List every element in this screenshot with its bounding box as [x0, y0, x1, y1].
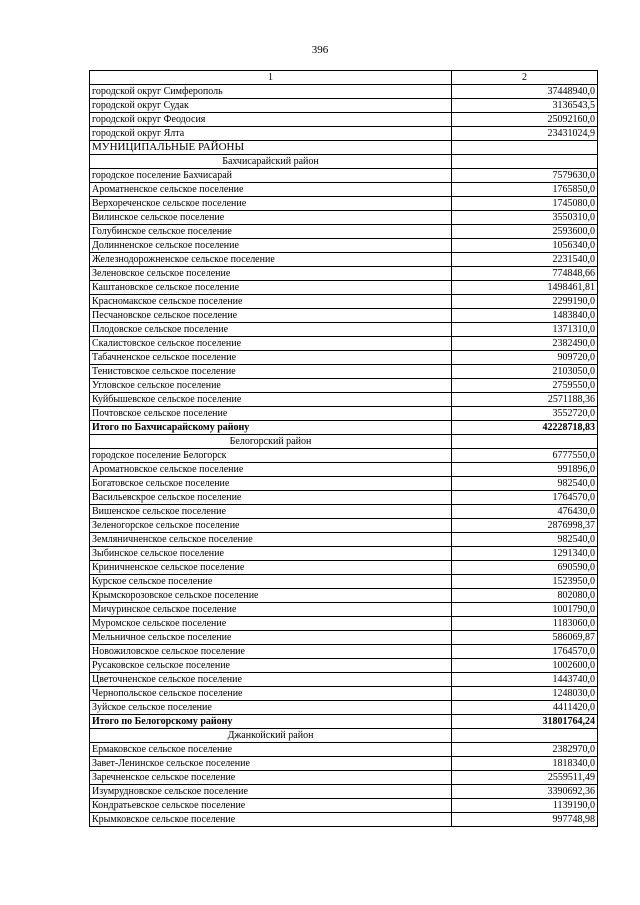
municipality-name: Ермаковское сельское поселение	[90, 743, 452, 757]
table-row	[90, 589, 598, 603]
amount-cell: 23431024,9	[452, 127, 598, 141]
municipality-name: Зыбинское сельское поселение	[90, 547, 452, 561]
amount-cell	[452, 435, 598, 449]
municipality-name: городской округ Феодосия	[90, 113, 452, 127]
amount-cell: 1818340,0	[452, 757, 598, 771]
amount-cell: 2103050,0	[452, 365, 598, 379]
municipality-name: Красномакское сельское поселение	[90, 295, 452, 309]
table-row	[90, 477, 598, 491]
amount-cell: 1764570,0	[452, 645, 598, 659]
district-total-row	[90, 715, 598, 729]
amount-cell: 1523950,0	[452, 575, 598, 589]
table-row	[90, 99, 598, 113]
table-row	[90, 239, 598, 253]
table-row	[90, 533, 598, 547]
amount-cell: 2382970,0	[452, 743, 598, 757]
municipality-name: Тенистовское сельское поселение	[90, 365, 452, 379]
table-row	[90, 407, 598, 421]
municipality-name: Русаковское сельское поселение	[90, 659, 452, 673]
amount-cell: 1291340,0	[452, 547, 598, 561]
municipality-name: Чернопольское сельское поселение	[90, 687, 452, 701]
amount-cell: 2382490,0	[452, 337, 598, 351]
municipality-name: Заречненское сельское поселение	[90, 771, 452, 785]
municipality-name: Ароматновское сельское поселение	[90, 463, 452, 477]
table-row	[90, 505, 598, 519]
district-name: Белогорский район	[90, 435, 452, 449]
amount-cell: 2559511,49	[452, 771, 598, 785]
district-total-row	[90, 421, 598, 435]
amount-cell: 982540,0	[452, 533, 598, 547]
amount-cell: 909720,0	[452, 351, 598, 365]
table-row	[90, 393, 598, 407]
municipality-name: МУНИЦИПАЛЬНЫЕ РАЙОНЫ	[90, 141, 452, 155]
municipality-name: городское поселение Белогорск	[90, 449, 452, 463]
page-number: 396	[311, 44, 329, 56]
municipality-name: Васильевскроe сельское поселение	[90, 491, 452, 505]
table-row	[90, 603, 598, 617]
amount-cell: 7579630,0	[452, 169, 598, 183]
amount-cell: 37448940,0	[452, 85, 598, 99]
municipality-name: Муромское сельское поселение	[90, 617, 452, 631]
table-row	[90, 379, 598, 393]
municipality-name: городской округ Ялта	[90, 127, 452, 141]
amount-cell: 1483840,0	[452, 309, 598, 323]
municipality-name: Мельничное сельское поселение	[90, 631, 452, 645]
section-heading-row	[90, 141, 598, 155]
table-row	[90, 197, 598, 211]
table-row	[90, 365, 598, 379]
municipality-name: Кондратьевское сельское поселение	[90, 799, 452, 813]
table-row	[90, 225, 598, 239]
table-row	[90, 281, 598, 295]
municipality-name: Зуйское сельское поселение	[90, 701, 452, 715]
municipality-name: Ароматненское сельское поселение	[90, 183, 452, 197]
table-header-row	[90, 71, 598, 85]
municipality-name: Голубинское сельское поселение	[90, 225, 452, 239]
amount-cell	[452, 155, 598, 169]
table-row	[90, 169, 598, 183]
municipality-name: Вилинское сельское поселение	[90, 211, 452, 225]
table-row	[90, 561, 598, 575]
municipality-name: Крымскорозовское сельское поселение	[90, 589, 452, 603]
amount-cell: 991896,0	[452, 463, 598, 477]
table-row	[90, 267, 598, 281]
municipality-name: Курское сельское поселение	[90, 575, 452, 589]
municipality-name: Каштановское сельское поселение	[90, 281, 452, 295]
municipality-name: Угловское сельское поселение	[90, 379, 452, 393]
amount-cell: 1745080,0	[452, 197, 598, 211]
district-heading-row	[90, 729, 598, 743]
municipality-name: Богатовское сельское поселение	[90, 477, 452, 491]
table-row	[90, 771, 598, 785]
amount-cell: 1002600,0	[452, 659, 598, 673]
district-name: Бахчисарайский район	[90, 155, 452, 169]
table-row	[90, 85, 598, 99]
table-row	[90, 183, 598, 197]
amount-cell: 2593600,0	[452, 225, 598, 239]
municipality-name: городское поселение Бахчисарай	[90, 169, 452, 183]
table-row	[90, 799, 598, 813]
column-header-2: 2	[452, 71, 598, 85]
table-row	[90, 323, 598, 337]
amount-cell: 1765850,0	[452, 183, 598, 197]
municipality-name: Завет-Ленинское сельское поселение	[90, 757, 452, 771]
table-row	[90, 309, 598, 323]
amount-cell: 476430,0	[452, 505, 598, 519]
municipality-name: Итого по Белогорскому району	[90, 715, 452, 729]
amount-cell: 690590,0	[452, 561, 598, 575]
municipality-name: Песчановское сельское поселение	[90, 309, 452, 323]
municipality-name: Крымковское сельское поселение	[90, 813, 452, 827]
table-row	[90, 701, 598, 715]
amount-cell: 2876998,37	[452, 519, 598, 533]
table-row	[90, 631, 598, 645]
amount-cell: 2299190,0	[452, 295, 598, 309]
amount-cell: 586069,87	[452, 631, 598, 645]
amount-cell: 31801764,24	[452, 715, 598, 729]
municipality-name: городской округ Симферополь	[90, 85, 452, 99]
amount-cell	[452, 729, 598, 743]
table-row	[90, 127, 598, 141]
amount-cell: 1498461,81	[452, 281, 598, 295]
table-row	[90, 463, 598, 477]
municipality-name: Мичуринское сельское поселение	[90, 603, 452, 617]
municipality-name: Изумрудновское сельское поселение	[90, 785, 452, 799]
table-row	[90, 813, 598, 827]
table-row	[90, 673, 598, 687]
amount-cell: 1001790,0	[452, 603, 598, 617]
amount-cell: 3390692,36	[452, 785, 598, 799]
amount-cell: 3136543,5	[452, 99, 598, 113]
table-body	[90, 85, 598, 827]
amount-cell: 42228718,83	[452, 421, 598, 435]
municipality-name: Верхореченское сельское поселение	[90, 197, 452, 211]
amount-cell: 1371310,0	[452, 323, 598, 337]
district-heading-row	[90, 155, 598, 169]
budget-table	[89, 70, 598, 827]
table-row	[90, 449, 598, 463]
municipality-name: Почтовское сельское поселение	[90, 407, 452, 421]
amount-cell: 3552720,0	[452, 407, 598, 421]
district-heading-row	[90, 435, 598, 449]
table-row	[90, 575, 598, 589]
municipality-name: Плодовское сельское поселение	[90, 323, 452, 337]
amount-cell: 1443740,0	[452, 673, 598, 687]
table-row	[90, 519, 598, 533]
table-row	[90, 659, 598, 673]
municipality-name: Зеленогорское сельское поселение	[90, 519, 452, 533]
amount-cell: 982540,0	[452, 477, 598, 491]
municipality-name: Новожиловское сельское поселение	[90, 645, 452, 659]
municipality-name: городской округ Судак	[90, 99, 452, 113]
table-row	[90, 687, 598, 701]
municipality-name: Итого по Бахчисарайскому району	[90, 421, 452, 435]
amount-cell: 2571188,36	[452, 393, 598, 407]
amount-cell: 1248030,0	[452, 687, 598, 701]
table-row	[90, 757, 598, 771]
table-row	[90, 295, 598, 309]
amount-cell: 1139190,0	[452, 799, 598, 813]
municipality-name: Долинненское сельское поселение	[90, 239, 452, 253]
municipality-name: Табачненское сельское поселение	[90, 351, 452, 365]
table-row	[90, 211, 598, 225]
amount-cell: 2231540,0	[452, 253, 598, 267]
amount-cell: 802080,0	[452, 589, 598, 603]
amount-cell: 1764570,0	[452, 491, 598, 505]
table-row	[90, 253, 598, 267]
amount-cell: 6777550,0	[452, 449, 598, 463]
amount-cell: 4411420,0	[452, 701, 598, 715]
municipality-name: Криничненское сельское поселение	[90, 561, 452, 575]
amount-cell: 1183060,0	[452, 617, 598, 631]
district-name: Джанкойский район	[90, 729, 452, 743]
table-row	[90, 113, 598, 127]
table-row	[90, 743, 598, 757]
municipality-name: Скалистовское сельское поселение	[90, 337, 452, 351]
municipality-name: Земляничненское сельское поселение	[90, 533, 452, 547]
municipality-name: Вишенское сельское поселение	[90, 505, 452, 519]
table-row	[90, 617, 598, 631]
amount-cell: 2759550,0	[452, 379, 598, 393]
municipality-name: Железнодорожненское сельское поселение	[90, 253, 452, 267]
municipality-name: Куйбышевское сельское поселение	[90, 393, 452, 407]
column-header-1: 1	[90, 71, 452, 85]
table-row	[90, 491, 598, 505]
municipality-name: Цветочненское сельское поселение	[90, 673, 452, 687]
amount-cell	[452, 141, 598, 155]
table-row	[90, 547, 598, 561]
amount-cell: 1056340,0	[452, 239, 598, 253]
table-row	[90, 785, 598, 799]
table-row	[90, 645, 598, 659]
amount-cell: 3550310,0	[452, 211, 598, 225]
table-row	[90, 337, 598, 351]
municipality-name: Зеленовское сельское поселение	[90, 267, 452, 281]
table-row	[90, 351, 598, 365]
amount-cell: 997748,98	[452, 813, 598, 827]
amount-cell: 774848,66	[452, 267, 598, 281]
amount-cell: 25092160,0	[452, 113, 598, 127]
